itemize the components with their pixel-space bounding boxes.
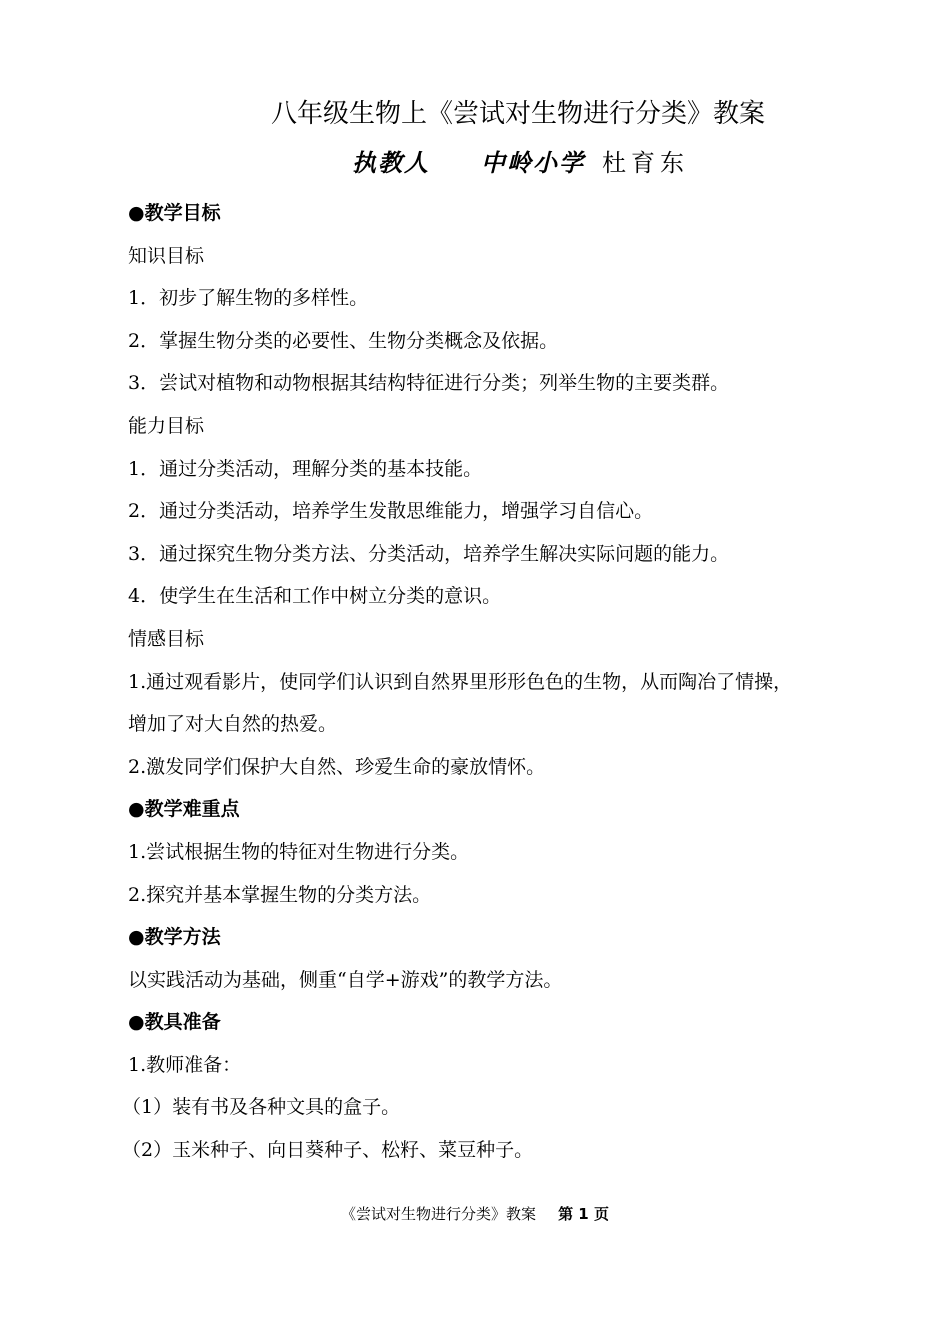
- section-heading-method: ●教学方法: [128, 926, 221, 949]
- emotion-item: 2.激发同学们保护大自然、珍爱生命的豪放情怀。: [128, 755, 546, 778]
- knowledge-label: 知识目标: [128, 244, 205, 267]
- emotion-item: 增加了对大自然的热爱。: [128, 713, 338, 736]
- author-school: 中岭小学: [481, 148, 585, 177]
- key-point-item: 2.探究并基本掌握生物的分类方法。: [128, 883, 432, 906]
- document-body: [122, 192, 848, 1172]
- materials-item: （1）装有书及各种文具的盒子。: [122, 1096, 401, 1119]
- author-teacher: 杜育东: [602, 149, 689, 177]
- materials-teacher-label: 1.教师准备：: [128, 1053, 242, 1076]
- footer-doc-name: 《尝试对生物进行分类》教案: [341, 1205, 537, 1223]
- emotion-item: 1.通过观看影片，使同学们认识到自然界里形形色色的生物，从而陶冶了情操，: [128, 670, 793, 693]
- author-line: [0, 146, 950, 180]
- page-title: 八年级生物上《尝试对生物进行分类》教案: [270, 99, 765, 129]
- knowledge-item: 2．掌握生物分类的必要性、生物分类概念及依据。: [128, 329, 559, 352]
- knowledge-item: 3．尝试对植物和动物根据其结构特征进行分类；列举生物的主要类群。: [128, 372, 730, 395]
- ability-item: 4．使学生在生活和工作中树立分类的意识。: [128, 585, 502, 608]
- section-heading-materials: ●教具准备: [128, 1011, 221, 1034]
- section-heading-key-points: ●教学难重点: [128, 798, 240, 821]
- ability-item: 3．通过探究生物分类方法、分类活动，培养学生解决实际问题的能力。: [128, 542, 730, 565]
- method-text: 以实践活动为基础，侧重“自学+游戏”的教学方法。: [128, 968, 563, 991]
- key-point-item: 1.尝试根据生物的特征对生物进行分类。: [128, 840, 470, 863]
- emotion-label: 情感目标: [128, 627, 205, 650]
- page-footer: [0, 1202, 950, 1226]
- section-heading-objectives: ●教学目标: [128, 202, 221, 224]
- ability-label: 能力目标: [128, 414, 205, 437]
- ability-item: 2．通过分类活动，培养学生发散思维能力，增强学习自信心。: [128, 500, 654, 523]
- author-label: 执教人: [352, 148, 430, 177]
- footer-page-number: 第 1 页: [558, 1205, 609, 1223]
- materials-item: （2）玉米种子、向日葵种子、松籽、菜豆种子。: [122, 1139, 534, 1162]
- ability-item: 1．通过分类活动，理解分类的基本技能。: [128, 457, 483, 480]
- knowledge-item: 1．初步了解生物的多样性。: [128, 287, 369, 310]
